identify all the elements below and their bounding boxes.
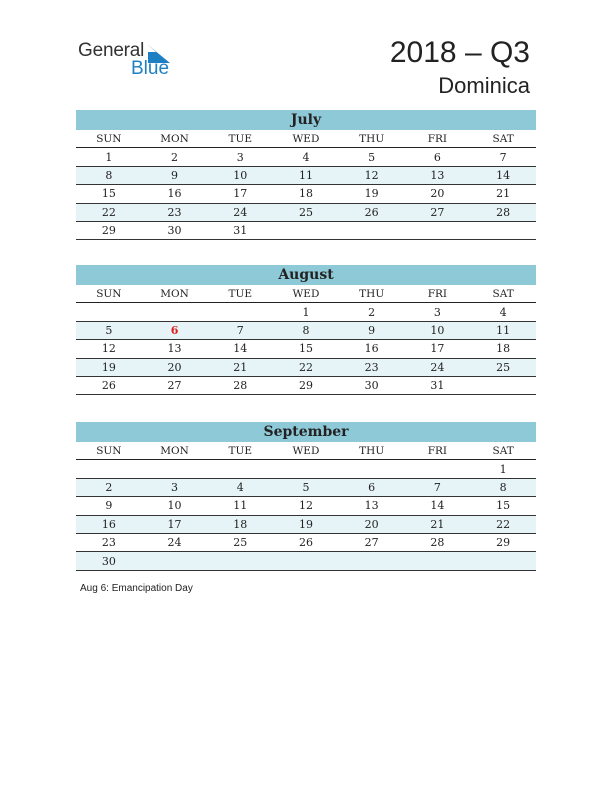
weekday-label: MON: [142, 285, 208, 303]
month-grid: [76, 442, 536, 571]
day-cell: 27: [142, 376, 208, 394]
day-cell: 28: [470, 203, 536, 221]
week-row: [76, 533, 536, 551]
day-cell: 13: [142, 340, 208, 358]
day-cell: 10: [207, 166, 273, 184]
day-cell: 26: [339, 203, 405, 221]
day-cell: 10: [142, 497, 208, 515]
day-cell: 19: [273, 515, 339, 533]
day-cell: 10: [405, 321, 471, 339]
day-cell: 12: [76, 340, 142, 358]
day-cell: 15: [76, 185, 142, 203]
holiday-day-cell: 6: [142, 321, 208, 339]
day-cell: [273, 552, 339, 570]
day-cell: 12: [339, 166, 405, 184]
day-cell: 9: [339, 321, 405, 339]
day-cell: 2: [142, 148, 208, 166]
weekday-label: SUN: [76, 130, 142, 148]
day-cell: 7: [405, 478, 471, 496]
day-cell: 3: [142, 478, 208, 496]
day-cell: 30: [76, 552, 142, 570]
day-cell: 11: [470, 321, 536, 339]
week-row: [76, 166, 536, 184]
day-cell: 30: [339, 376, 405, 394]
day-cell: 19: [339, 185, 405, 203]
country-name: Dominica: [438, 73, 530, 98]
month-title: August: [76, 265, 536, 285]
week-row: [76, 376, 536, 394]
day-cell: 13: [339, 497, 405, 515]
week-row: [76, 552, 536, 570]
weekday-label: SUN: [76, 285, 142, 303]
week-row: [76, 221, 536, 239]
week-row: [76, 478, 536, 496]
weekday-label: TUE: [207, 442, 273, 460]
day-cell: [339, 552, 405, 570]
day-cell: 18: [470, 340, 536, 358]
day-cell: [405, 221, 471, 239]
weekday-label: THU: [339, 285, 405, 303]
week-row: [76, 321, 536, 339]
day-cell: 8: [273, 321, 339, 339]
day-cell: 31: [207, 221, 273, 239]
weekday-label: THU: [339, 442, 405, 460]
day-cell: 16: [76, 515, 142, 533]
day-cell: 22: [273, 358, 339, 376]
day-cell: 7: [470, 148, 536, 166]
month-grid: [76, 285, 536, 395]
day-cell: 2: [339, 303, 405, 321]
day-cell: 29: [76, 221, 142, 239]
day-cell: [142, 552, 208, 570]
day-cell: 21: [405, 515, 471, 533]
week-row: [76, 515, 536, 533]
day-cell: 21: [470, 185, 536, 203]
day-cell: 17: [207, 185, 273, 203]
day-cell: 23: [76, 533, 142, 551]
month-calendar-september: [76, 422, 536, 571]
day-cell: 9: [76, 497, 142, 515]
weekday-label: SAT: [470, 130, 536, 148]
day-cell: 4: [207, 478, 273, 496]
logo-blue-text: Blue: [131, 58, 170, 79]
week-row: [76, 185, 536, 203]
day-cell: [405, 552, 471, 570]
day-cell: 20: [142, 358, 208, 376]
day-cell: 2: [76, 478, 142, 496]
day-cell: [273, 221, 339, 239]
day-cell: [76, 303, 142, 321]
day-cell: 21: [207, 358, 273, 376]
day-cell: 29: [273, 376, 339, 394]
weekday-label: THU: [339, 130, 405, 148]
weekday-label: WED: [273, 442, 339, 460]
week-row: [76, 148, 536, 166]
day-cell: 1: [76, 148, 142, 166]
holiday-note: Aug 6: Emancipation Day: [80, 583, 193, 594]
day-cell: [470, 221, 536, 239]
week-row: [76, 203, 536, 221]
day-cell: 22: [470, 515, 536, 533]
day-cell: 14: [405, 497, 471, 515]
month-calendar-august: [76, 265, 536, 395]
weekday-label: SAT: [470, 442, 536, 460]
day-cell: [76, 460, 142, 478]
day-cell: 3: [405, 303, 471, 321]
day-cell: 16: [142, 185, 208, 203]
day-cell: 4: [470, 303, 536, 321]
day-cell: [470, 376, 536, 394]
day-cell: 8: [470, 478, 536, 496]
month-title: July: [76, 110, 536, 130]
day-cell: [142, 460, 208, 478]
day-cell: 8: [76, 166, 142, 184]
weekday-label: SAT: [470, 285, 536, 303]
weekday-label: TUE: [207, 130, 273, 148]
day-cell: 14: [470, 166, 536, 184]
day-cell: 5: [76, 321, 142, 339]
day-cell: 11: [207, 497, 273, 515]
logo-general-text: General: [78, 40, 145, 61]
day-cell: 22: [76, 203, 142, 221]
page-title: 2018 – Q3: [389, 36, 530, 69]
day-cell: 18: [273, 185, 339, 203]
day-cell: [207, 303, 273, 321]
month-grid: [76, 130, 536, 240]
day-cell: 3: [207, 148, 273, 166]
weekday-label: FRI: [405, 442, 471, 460]
day-cell: 14: [207, 340, 273, 358]
weekday-header-row: [76, 442, 536, 460]
day-cell: 28: [207, 376, 273, 394]
week-row: [76, 358, 536, 376]
day-cell: 23: [142, 203, 208, 221]
day-cell: 26: [76, 376, 142, 394]
day-cell: 16: [339, 340, 405, 358]
day-cell: 19: [76, 358, 142, 376]
day-cell: 26: [273, 533, 339, 551]
day-cell: 1: [273, 303, 339, 321]
week-row: [76, 497, 536, 515]
weekday-label: TUE: [207, 285, 273, 303]
day-cell: 15: [273, 340, 339, 358]
day-cell: 6: [405, 148, 471, 166]
weekday-label: WED: [273, 130, 339, 148]
day-cell: 24: [142, 533, 208, 551]
day-cell: 29: [470, 533, 536, 551]
day-cell: 27: [405, 203, 471, 221]
day-cell: [470, 552, 536, 570]
day-cell: 24: [207, 203, 273, 221]
month-calendar-july: [76, 110, 536, 240]
day-cell: 28: [405, 533, 471, 551]
day-cell: 1: [470, 460, 536, 478]
day-cell: 23: [339, 358, 405, 376]
day-cell: 15: [470, 497, 536, 515]
day-cell: 20: [405, 185, 471, 203]
day-cell: 20: [339, 515, 405, 533]
day-cell: [339, 221, 405, 239]
day-cell: 30: [142, 221, 208, 239]
week-row: [76, 303, 536, 321]
day-cell: 7: [207, 321, 273, 339]
day-cell: 17: [142, 515, 208, 533]
day-cell: 11: [273, 166, 339, 184]
day-cell: [405, 460, 471, 478]
weekday-header-row: [76, 285, 536, 303]
day-cell: 18: [207, 515, 273, 533]
day-cell: 25: [470, 358, 536, 376]
day-cell: [207, 552, 273, 570]
weekday-label: SUN: [76, 442, 142, 460]
day-cell: 4: [273, 148, 339, 166]
day-cell: 31: [405, 376, 471, 394]
week-row: [76, 460, 536, 478]
day-cell: 17: [405, 340, 471, 358]
month-title: September: [76, 422, 536, 442]
day-cell: 5: [273, 478, 339, 496]
day-cell: 12: [273, 497, 339, 515]
day-cell: 24: [405, 358, 471, 376]
day-cell: [273, 460, 339, 478]
day-cell: 25: [273, 203, 339, 221]
day-cell: [142, 303, 208, 321]
day-cell: 5: [339, 148, 405, 166]
day-cell: 25: [207, 533, 273, 551]
day-cell: 6: [339, 478, 405, 496]
day-cell: 13: [405, 166, 471, 184]
weekday-label: MON: [142, 442, 208, 460]
day-cell: 9: [142, 166, 208, 184]
week-row: [76, 340, 536, 358]
day-cell: 27: [339, 533, 405, 551]
weekday-label: FRI: [405, 285, 471, 303]
weekday-label: FRI: [405, 130, 471, 148]
day-cell: [207, 460, 273, 478]
weekday-header-row: [76, 130, 536, 148]
weekday-label: MON: [142, 130, 208, 148]
day-cell: [339, 460, 405, 478]
weekday-label: WED: [273, 285, 339, 303]
